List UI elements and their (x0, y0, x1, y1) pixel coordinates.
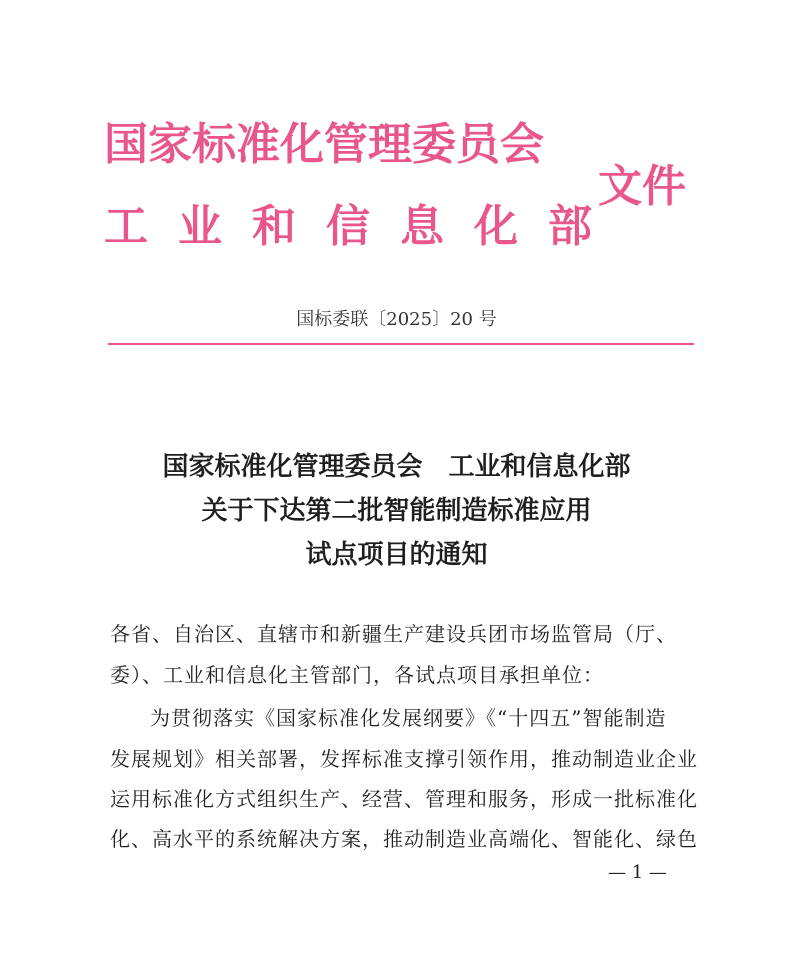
body-line-2: 委）、工业和信息化主管部门，各试点项目承担单位： (110, 663, 604, 687)
page-number: — 1 — (608, 862, 667, 883)
body-line-4: 发展规划》相关部署，发挥标准支撑引领作用，推动制造业企业 (110, 747, 698, 771)
issuer-line-1: 国家标准化管理委员会 (104, 119, 544, 170)
issuer-line-2: 工业和信息化部 (104, 201, 622, 252)
body-line-3: 为贯彻落实《国家标准化发展纲要》《“十四五”智能制造 (150, 706, 667, 730)
body-line-5: 运用标准化方式组织生产、经营、管理和服务，形成一批标准化 (110, 787, 698, 811)
document-number: 国标委联〔2025〕20 号 (296, 309, 497, 330)
document-title-line-1: 国家标准化管理委员会 工业和信息化部 (162, 452, 631, 482)
body-line-1: 各省、自治区、直辖市和新疆生产建设兵团市场监管局（厅、 (110, 622, 677, 646)
red-divider-line (108, 343, 694, 345)
document-type-label: 文件 (598, 161, 686, 212)
document-title-line-2: 关于下达第二批智能制造标准应用 (201, 496, 592, 526)
document-title-line-3: 试点项目的通知 (305, 540, 488, 570)
body-line-6: 化、高水平的系统解决方案，推动制造业高端化、智能化、绿色 (110, 827, 698, 851)
